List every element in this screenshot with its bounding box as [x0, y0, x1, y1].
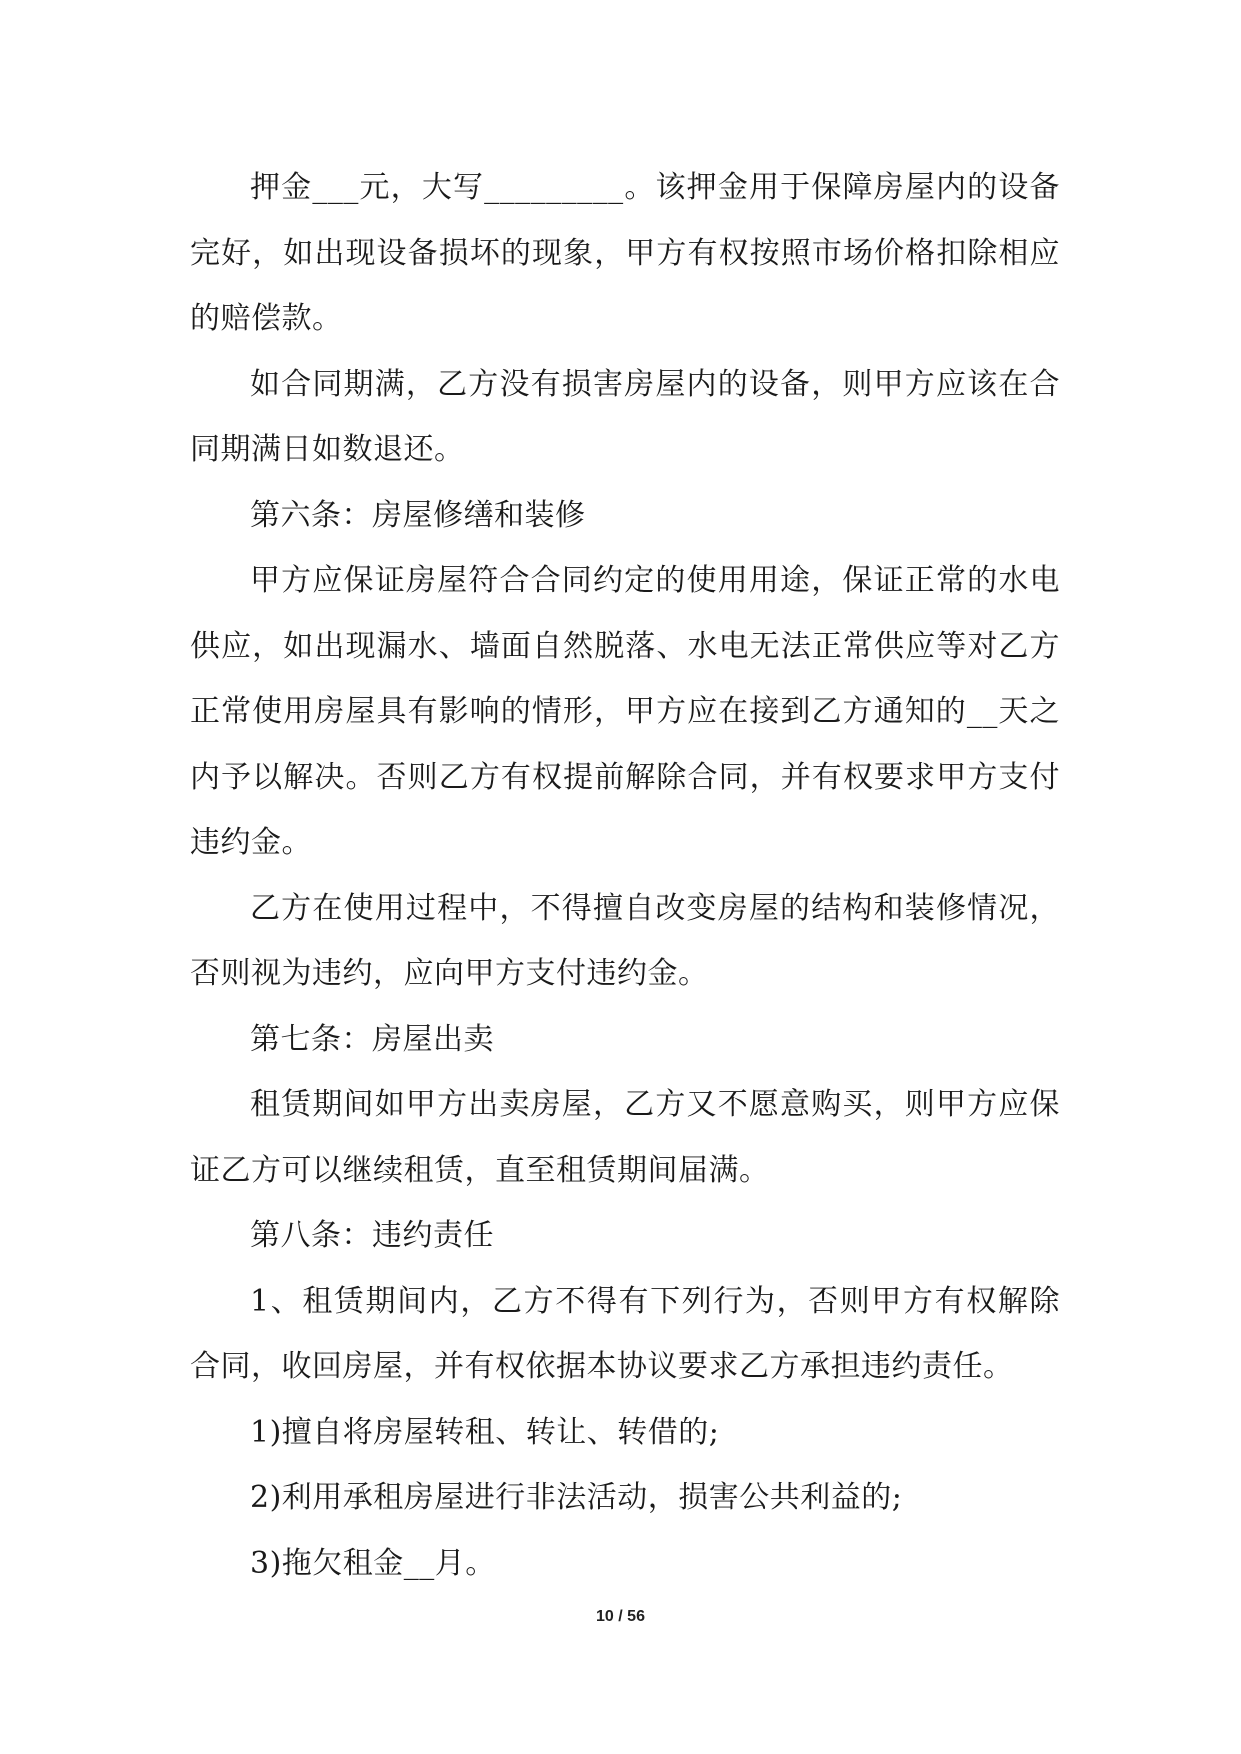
paragraph-house-sale: 租赁期间如甲方出卖房屋，乙方又不愿意购买，则甲方应保证乙方可以继续租赁，直至租赁期间届满。	[190, 1087, 1060, 1188]
document-body	[190, 155, 1060, 1596]
paragraph-deposit-return: 如合同期满，乙方没有损害房屋内的设备，则甲方应该在合同期满日如数退还。	[190, 366, 1060, 467]
paragraph-no-alteration: 乙方在使用过程中，不得擅自改变房屋的结构和装修情况，否则视为违约，应向甲方支付违约金。	[190, 890, 1060, 991]
list-item-sublet: 1)擅自将房屋转租、转让、转借的;	[250, 1414, 720, 1450]
page-number: 10 / 56	[596, 1608, 645, 1625]
heading-article-7: 第七条：房屋出卖	[250, 1021, 494, 1057]
paragraph-repair-obligation: 甲方应保证房屋符合合同约定的使用用途，保证正常的水电供应，如出现漏水、墙面自然脱落、水电无法正常供应等对乙方正常使用房屋具有影响的情形，甲方应在接到乙方通知的__天之内予以解决。否则乙方有权提前解除合同，并有权要求甲方支付违约金。	[190, 563, 1060, 860]
heading-article-6: 第六条：房屋修缮和装修	[250, 497, 586, 533]
list-item-rent-arrears: 3)拖欠租金__月。	[250, 1545, 496, 1581]
list-item-illegal-use: 2)利用承租房屋进行非法活动，损害公共利益的;	[250, 1480, 903, 1515]
heading-article-8: 第八条：违约责任	[250, 1218, 494, 1253]
paragraph-deposit: 押金___元，大写_________。该押金用于保障房屋内的设备完好，如出现设备损坏的现象，甲方有权按照市场价格扣除相应的赔偿款。	[190, 170, 1060, 336]
paragraph-breach-clause-1: 1、租赁期间内，乙方不得有下列行为，否则甲方有权解除合同，收回房屋，并有权依据本协议要求乙方承担违约责任。	[190, 1283, 1060, 1384]
